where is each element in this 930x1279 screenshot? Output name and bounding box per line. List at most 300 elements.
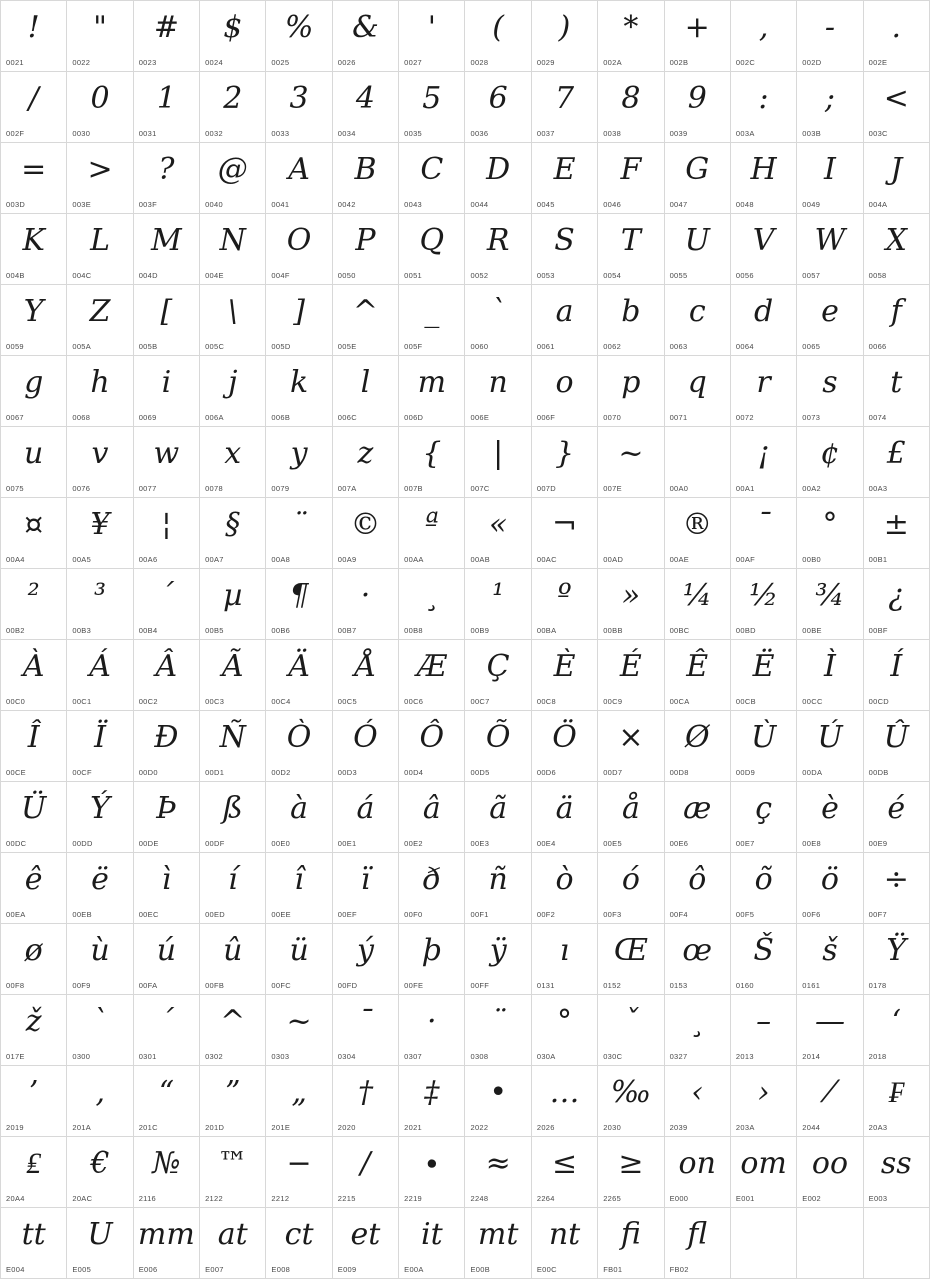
glyph-codepoint: 00FD [337, 981, 358, 990]
glyph-cell[interactable] [731, 143, 797, 214]
glyph-cell[interactable] [532, 995, 598, 1066]
glyph-codepoint: 005C [205, 342, 225, 351]
glyph-cell[interactable] [731, 1, 797, 72]
glyph-cell[interactable] [797, 214, 863, 285]
glyph-cell[interactable] [731, 924, 797, 995]
glyph-cell[interactable] [399, 640, 465, 711]
glyph-cell[interactable] [399, 356, 465, 427]
glyph-cell[interactable] [1, 498, 67, 569]
glyph-cell[interactable] [731, 427, 797, 498]
glyph-cell[interactable] [399, 1208, 465, 1279]
glyph-codepoint: 0302 [205, 1052, 223, 1061]
glyph-cell[interactable] [200, 711, 266, 782]
glyph-cell[interactable] [598, 427, 664, 498]
glyph-cell[interactable] [598, 1, 664, 72]
glyph-cell[interactable] [665, 711, 731, 782]
glyph-cell[interactable] [797, 427, 863, 498]
glyph-cell[interactable] [465, 569, 531, 640]
glyph-cell[interactable] [333, 498, 399, 569]
glyph-cell[interactable] [399, 285, 465, 356]
glyph-cell[interactable] [266, 995, 332, 1066]
glyph-character: Q [419, 223, 445, 258]
glyph-cell[interactable] [864, 1066, 930, 1137]
glyph-cell[interactable] [399, 72, 465, 143]
glyph-character: ~ [286, 1004, 312, 1039]
glyph-cell[interactable] [67, 924, 133, 995]
glyph-character: 9 [687, 81, 707, 116]
glyph-cell[interactable] [266, 1208, 332, 1279]
glyph-character: B [354, 152, 377, 187]
glyph-cell[interactable] [67, 1066, 133, 1137]
glyph-cell[interactable] [333, 1066, 399, 1137]
glyph-cell[interactable] [1, 995, 67, 1066]
glyph-cell[interactable] [1, 427, 67, 498]
glyph-cell[interactable] [399, 853, 465, 924]
glyph-cell[interactable] [598, 1208, 664, 1279]
glyph-character: Ö [552, 720, 577, 755]
glyph-cell[interactable] [399, 1066, 465, 1137]
glyph-character: F [620, 152, 642, 187]
glyph-cell[interactable] [532, 711, 598, 782]
glyph-cell[interactable] [67, 356, 133, 427]
glyph-cell[interactable] [134, 498, 200, 569]
glyph-cell[interactable] [797, 640, 863, 711]
glyph-cell[interactable] [797, 72, 863, 143]
glyph-codepoint: 0061 [536, 342, 555, 351]
glyph-cell[interactable] [665, 782, 731, 853]
glyph-cell[interactable] [731, 356, 797, 427]
glyph-cell[interactable] [134, 143, 200, 214]
glyph-character: \ [227, 294, 238, 329]
glyph-cell[interactable] [333, 1, 399, 72]
glyph-cell[interactable] [266, 853, 332, 924]
glyph-character: ¬ [551, 507, 578, 542]
glyph-cell[interactable] [598, 782, 664, 853]
glyph-cell[interactable] [200, 924, 266, 995]
glyph-cell[interactable] [864, 995, 930, 1066]
glyph-cell[interactable] [399, 782, 465, 853]
glyph-cell[interactable] [1, 285, 67, 356]
glyph-cell[interactable] [333, 285, 399, 356]
glyph-cell[interactable] [532, 853, 598, 924]
glyph-cell[interactable] [1, 356, 67, 427]
glyph-cell[interactable] [797, 498, 863, 569]
glyph-codepoint: 0070 [603, 413, 622, 422]
glyph-cell[interactable] [134, 285, 200, 356]
glyph-cell[interactable] [665, 569, 731, 640]
glyph-cell[interactable] [67, 711, 133, 782]
glyph-cell[interactable] [465, 143, 531, 214]
glyph-cell[interactable] [465, 711, 531, 782]
glyph-cell[interactable] [134, 1, 200, 72]
glyph-cell[interactable] [134, 640, 200, 711]
glyph-character: 4 [355, 81, 375, 116]
glyph-cell[interactable] [266, 285, 332, 356]
glyph-cell[interactable] [864, 143, 930, 214]
glyph-character: 6 [488, 81, 508, 116]
glyph-codepoint: 00B2 [6, 626, 25, 635]
glyph-cell[interactable] [134, 782, 200, 853]
glyph-codepoint: 00FA [138, 981, 158, 990]
glyph-cell[interactable] [266, 356, 332, 427]
glyph-cell[interactable] [200, 640, 266, 711]
glyph-cell[interactable] [465, 1137, 531, 1208]
glyph-cell[interactable] [399, 924, 465, 995]
glyph-cell[interactable] [731, 72, 797, 143]
glyph-cell[interactable] [333, 72, 399, 143]
glyph-cell[interactable] [333, 853, 399, 924]
glyph-cell[interactable] [333, 427, 399, 498]
glyph-cell[interactable] [67, 427, 133, 498]
glyph-cell[interactable] [266, 924, 332, 995]
glyph-cell[interactable] [532, 782, 598, 853]
glyph-cell[interactable] [200, 72, 266, 143]
glyph-codepoint: 201E [271, 1123, 291, 1132]
glyph-cell[interactable] [134, 72, 200, 143]
glyph-cell[interactable] [532, 356, 598, 427]
glyph-codepoint: 00AA [404, 555, 424, 564]
glyph-codepoint: 0059 [6, 342, 24, 351]
glyph-cell[interactable] [1, 72, 67, 143]
glyph-cell[interactable] [665, 356, 731, 427]
glyph-cell[interactable] [731, 285, 797, 356]
glyph-cell[interactable] [598, 356, 664, 427]
glyph-cell[interactable] [134, 711, 200, 782]
glyph-cell[interactable] [465, 214, 531, 285]
glyph-cell[interactable] [67, 853, 133, 924]
glyph-cell[interactable] [200, 782, 266, 853]
glyph-cell[interactable] [665, 285, 731, 356]
glyph-cell[interactable] [731, 853, 797, 924]
glyph-cell[interactable] [200, 143, 266, 214]
glyph-cell[interactable] [399, 995, 465, 1066]
glyph-cell[interactable] [665, 143, 731, 214]
glyph-cell[interactable] [399, 427, 465, 498]
glyph-cell[interactable] [67, 1208, 133, 1279]
glyph-cell[interactable] [266, 1, 332, 72]
glyph-cell[interactable] [465, 498, 531, 569]
glyph-cell[interactable] [333, 995, 399, 1066]
glyph-codepoint: 00EA [6, 910, 26, 919]
glyph-cell[interactable] [731, 782, 797, 853]
glyph-cell[interactable] [797, 1066, 863, 1137]
glyph-cell[interactable] [532, 427, 598, 498]
glyph-cell[interactable] [333, 569, 399, 640]
glyph-cell[interactable] [333, 924, 399, 995]
glyph-cell[interactable] [67, 1, 133, 72]
glyph-cell[interactable] [134, 214, 200, 285]
glyph-cell[interactable] [532, 1, 598, 72]
glyph-cell[interactable] [731, 1066, 797, 1137]
glyph-cell[interactable] [333, 1137, 399, 1208]
glyph-character: ; [824, 81, 836, 116]
glyph-cell[interactable] [200, 1, 266, 72]
glyph-cell[interactable] [134, 1208, 200, 1279]
glyph-cell[interactable] [465, 1208, 531, 1279]
glyph-cell[interactable] [266, 72, 332, 143]
glyph-cell[interactable] [532, 640, 598, 711]
glyph-cell[interactable] [266, 498, 332, 569]
glyph-cell[interactable] [266, 640, 332, 711]
glyph-cell[interactable] [797, 285, 863, 356]
glyph-cell[interactable] [333, 782, 399, 853]
glyph-cell[interactable] [864, 1137, 930, 1208]
glyph-cell[interactable] [731, 498, 797, 569]
glyph-cell[interactable] [333, 711, 399, 782]
glyph-cell[interactable] [665, 1066, 731, 1137]
glyph-character: K [22, 223, 45, 258]
glyph-cell[interactable] [67, 569, 133, 640]
glyph-cell[interactable] [266, 1137, 332, 1208]
glyph-cell[interactable] [399, 1137, 465, 1208]
glyph-cell[interactable] [797, 924, 863, 995]
glyph-cell[interactable] [266, 569, 332, 640]
glyph-cell[interactable] [1, 853, 67, 924]
glyph-cell[interactable] [598, 498, 664, 569]
glyph-cell[interactable] [797, 356, 863, 427]
glyph-cell[interactable] [465, 853, 531, 924]
glyph-cell[interactable] [67, 143, 133, 214]
glyph-codepoint: 00B0 [802, 555, 821, 564]
glyph-cell[interactable] [200, 214, 266, 285]
glyph-cell[interactable] [665, 640, 731, 711]
glyph-cell[interactable] [598, 143, 664, 214]
glyph-cell[interactable] [465, 356, 531, 427]
glyph-cell[interactable] [598, 640, 664, 711]
glyph-cell[interactable] [465, 427, 531, 498]
glyph-cell[interactable] [598, 711, 664, 782]
glyph-cell[interactable] [333, 214, 399, 285]
glyph-cell[interactable] [797, 1137, 863, 1208]
glyph-cell[interactable] [1, 1137, 67, 1208]
glyph-cell[interactable] [864, 711, 930, 782]
glyph-cell[interactable] [532, 143, 598, 214]
glyph-cell[interactable] [797, 853, 863, 924]
glyph-character: ë [91, 862, 109, 897]
glyph-character: Œ [613, 933, 648, 968]
glyph-cell[interactable] [134, 1137, 200, 1208]
glyph-cell[interactable] [532, 214, 598, 285]
glyph-cell[interactable] [134, 924, 200, 995]
glyph-cell[interactable] [200, 498, 266, 569]
glyph-cell[interactable] [67, 285, 133, 356]
glyph-cell[interactable] [1, 782, 67, 853]
glyph-cell[interactable] [266, 782, 332, 853]
glyph-cell[interactable] [731, 640, 797, 711]
glyph-codepoint: 0063 [669, 342, 688, 351]
glyph-cell[interactable] [1, 1, 67, 72]
glyph-character: ¤ [24, 507, 44, 542]
glyph-cell[interactable] [665, 72, 731, 143]
glyph-codepoint: 005D [271, 342, 291, 351]
glyph-cell[interactable] [532, 569, 598, 640]
glyph-cell[interactable] [200, 995, 266, 1066]
glyph-cell[interactable] [399, 1, 465, 72]
glyph-cell[interactable] [134, 853, 200, 924]
glyph-cell[interactable] [134, 569, 200, 640]
glyph-codepoint: 00F3 [603, 910, 622, 919]
glyph-cell[interactable] [465, 1066, 531, 1137]
glyph-cell[interactable] [67, 498, 133, 569]
glyph-cell[interactable] [598, 569, 664, 640]
glyph-cell[interactable] [67, 640, 133, 711]
glyph-cell[interactable] [1, 569, 67, 640]
glyph-cell[interactable] [67, 995, 133, 1066]
glyph-cell[interactable] [200, 356, 266, 427]
glyph-cell[interactable] [1, 640, 67, 711]
glyph-cell[interactable] [665, 1208, 731, 1279]
glyph-cell[interactable] [864, 285, 930, 356]
glyph-cell[interactable] [532, 285, 598, 356]
glyph-codepoint: 0079 [271, 484, 290, 493]
glyph-cell[interactable] [333, 356, 399, 427]
glyph-cell[interactable] [399, 711, 465, 782]
glyph-cell[interactable] [864, 1, 930, 72]
glyph-cell[interactable] [532, 1137, 598, 1208]
glyph-cell[interactable] [1, 143, 67, 214]
glyph-cell[interactable] [465, 782, 531, 853]
glyph-cell[interactable] [67, 214, 133, 285]
glyph-cell[interactable] [864, 640, 930, 711]
glyph-cell[interactable] [67, 1137, 133, 1208]
glyph-cell[interactable] [864, 569, 930, 640]
glyph-cell[interactable] [200, 853, 266, 924]
glyph-cell[interactable] [665, 853, 731, 924]
glyph-cell[interactable] [864, 72, 930, 143]
glyph-cell[interactable] [465, 640, 531, 711]
glyph-character: q [687, 365, 707, 400]
glyph-cell[interactable] [399, 498, 465, 569]
glyph-cell[interactable] [465, 1, 531, 72]
glyph-cell[interactable] [598, 285, 664, 356]
glyph-cell[interactable] [67, 782, 133, 853]
glyph-cell[interactable] [665, 498, 731, 569]
glyph-cell[interactable] [465, 995, 531, 1066]
glyph-cell[interactable] [598, 853, 664, 924]
glyph-cell[interactable] [532, 1066, 598, 1137]
glyph-cell[interactable] [532, 72, 598, 143]
glyph-cell[interactable] [797, 569, 863, 640]
glyph-cell[interactable] [134, 995, 200, 1066]
glyph-cell[interactable] [598, 1066, 664, 1137]
glyph-cell[interactable] [134, 356, 200, 427]
glyph-codepoint: 007E [603, 484, 622, 493]
glyph-cell[interactable] [1, 711, 67, 782]
glyph-codepoint: 20A3 [868, 1123, 888, 1132]
glyph-cell[interactable] [797, 143, 863, 214]
glyph-cell[interactable] [465, 285, 531, 356]
glyph-cell[interactable] [200, 427, 266, 498]
glyph-cell[interactable] [134, 1066, 200, 1137]
glyph-character: ä [555, 791, 574, 826]
glyph-cell[interactable] [200, 285, 266, 356]
glyph-codepoint: 00D5 [470, 768, 490, 777]
glyph-cell[interactable] [333, 143, 399, 214]
glyph-cell[interactable] [266, 214, 332, 285]
glyph-cell[interactable] [797, 782, 863, 853]
glyph-cell[interactable] [731, 214, 797, 285]
glyph-codepoint: 017E [6, 1052, 25, 1061]
glyph-cell[interactable] [200, 569, 266, 640]
glyph-cell[interactable] [731, 1137, 797, 1208]
glyph-character: ó [621, 862, 640, 897]
glyph-codepoint: E00C [536, 1265, 557, 1274]
glyph-cell[interactable] [1, 1066, 67, 1137]
glyph-cell[interactable] [399, 569, 465, 640]
glyph-cell[interactable] [731, 995, 797, 1066]
glyph-character: Ý [90, 791, 110, 826]
glyph-cell[interactable] [598, 214, 664, 285]
glyph-character: ∕ [360, 1146, 371, 1181]
glyph-cell[interactable] [598, 1137, 664, 1208]
glyph-cell[interactable] [665, 214, 731, 285]
glyph-cell[interactable] [532, 924, 598, 995]
glyph-cell[interactable] [665, 427, 731, 498]
glyph-character: k [290, 365, 309, 400]
glyph-cell[interactable] [665, 1137, 731, 1208]
glyph-character: z [357, 436, 374, 471]
glyph-cell[interactable] [797, 1, 863, 72]
glyph-cell[interactable] [598, 924, 664, 995]
glyph-codepoint: 0030 [72, 129, 91, 138]
glyph-character: ö [820, 862, 839, 897]
glyph-cell[interactable] [731, 711, 797, 782]
glyph-cell[interactable] [333, 640, 399, 711]
glyph-cell[interactable] [465, 924, 531, 995]
glyph-cell[interactable] [598, 995, 664, 1066]
glyph-cell[interactable] [864, 782, 930, 853]
glyph-cell[interactable] [67, 72, 133, 143]
glyph-codepoint: 0072 [735, 413, 754, 422]
glyph-cell[interactable] [266, 143, 332, 214]
glyph-cell[interactable] [797, 711, 863, 782]
glyph-codepoint: 00E4 [536, 839, 556, 848]
glyph-cell[interactable] [1, 924, 67, 995]
glyph-cell[interactable] [200, 1137, 266, 1208]
glyph-cell[interactable] [134, 427, 200, 498]
glyph-codepoint: 00F2 [536, 910, 556, 919]
glyph-cell[interactable] [864, 356, 930, 427]
glyph-cell[interactable] [864, 214, 930, 285]
glyph-cell[interactable] [665, 924, 731, 995]
glyph-cell[interactable] [399, 143, 465, 214]
glyph-codepoint: 003A [735, 129, 755, 138]
glyph-cell[interactable] [864, 853, 930, 924]
glyph-character: ¯ [357, 1004, 373, 1039]
glyph-cell[interactable] [665, 995, 731, 1066]
glyph-cell[interactable] [532, 1208, 598, 1279]
glyph-cell[interactable] [399, 214, 465, 285]
glyph-cell[interactable] [465, 72, 531, 143]
glyph-cell[interactable] [731, 569, 797, 640]
glyph-cell[interactable] [864, 498, 930, 569]
glyph-cell[interactable] [333, 1208, 399, 1279]
glyph-cell[interactable] [797, 995, 863, 1066]
glyph-codepoint: E009 [337, 1265, 357, 1274]
glyph-cell[interactable] [200, 1208, 266, 1279]
glyph-cell[interactable] [665, 1, 731, 72]
glyph-cell[interactable] [532, 498, 598, 569]
glyph-cell[interactable] [864, 427, 930, 498]
glyph-cell[interactable] [266, 711, 332, 782]
glyph-cell[interactable] [1, 214, 67, 285]
glyph-cell[interactable] [200, 1066, 266, 1137]
glyph-cell[interactable] [266, 1066, 332, 1137]
glyph-cell[interactable] [266, 427, 332, 498]
glyph-cell[interactable] [1, 1208, 67, 1279]
glyph-cell[interactable] [864, 924, 930, 995]
glyph-cell[interactable] [598, 72, 664, 143]
